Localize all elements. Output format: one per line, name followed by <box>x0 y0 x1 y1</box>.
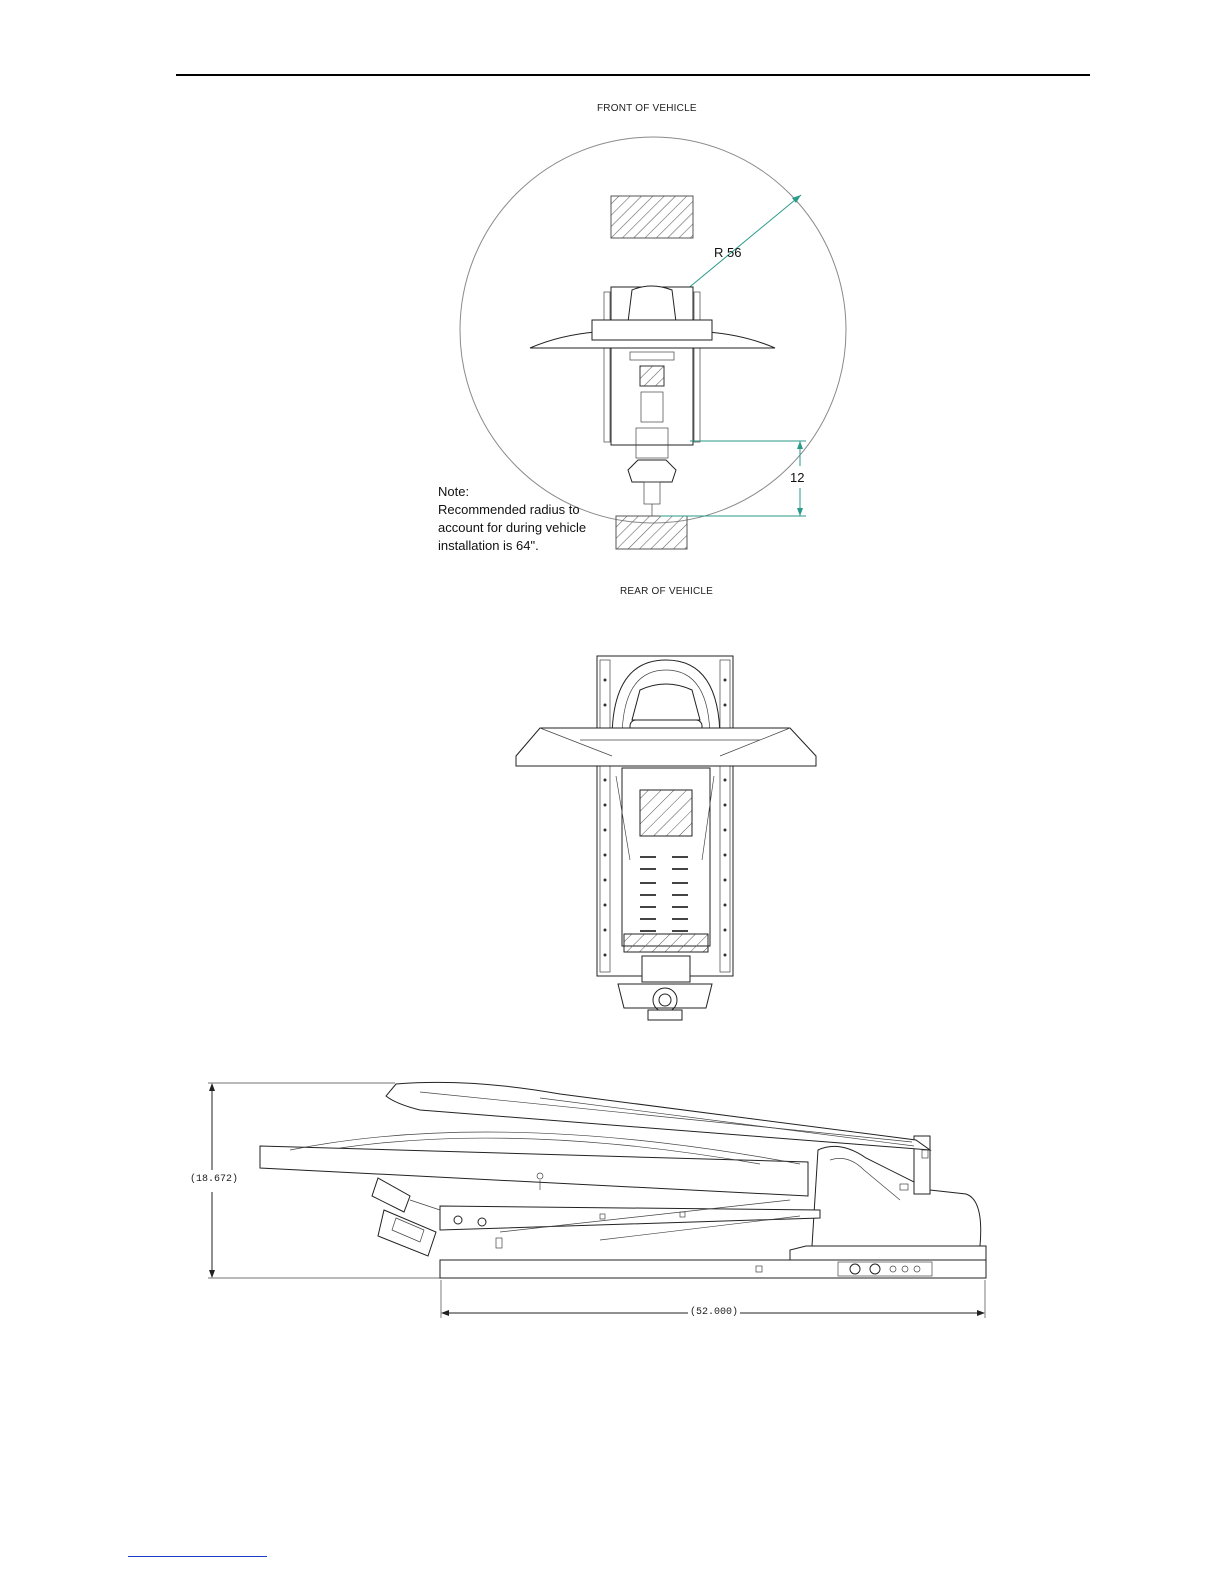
clearance-dimension-label: 12 <box>790 470 805 485</box>
footer-link-rule[interactable] <box>128 1556 267 1557</box>
installation-note: Note: Recommended radius to account for during vehicle installation is 64". <box>438 484 587 553</box>
height-dimension: (18.672) <box>190 1174 239 1185</box>
width-dimension: (52.000) <box>690 1307 739 1318</box>
front-of-vehicle-label: FRONT OF VEHICLE <box>597 103 697 114</box>
rear-of-vehicle-label: REAR OF VEHICLE <box>620 586 714 597</box>
radius-label: R 56 <box>714 245 742 260</box>
